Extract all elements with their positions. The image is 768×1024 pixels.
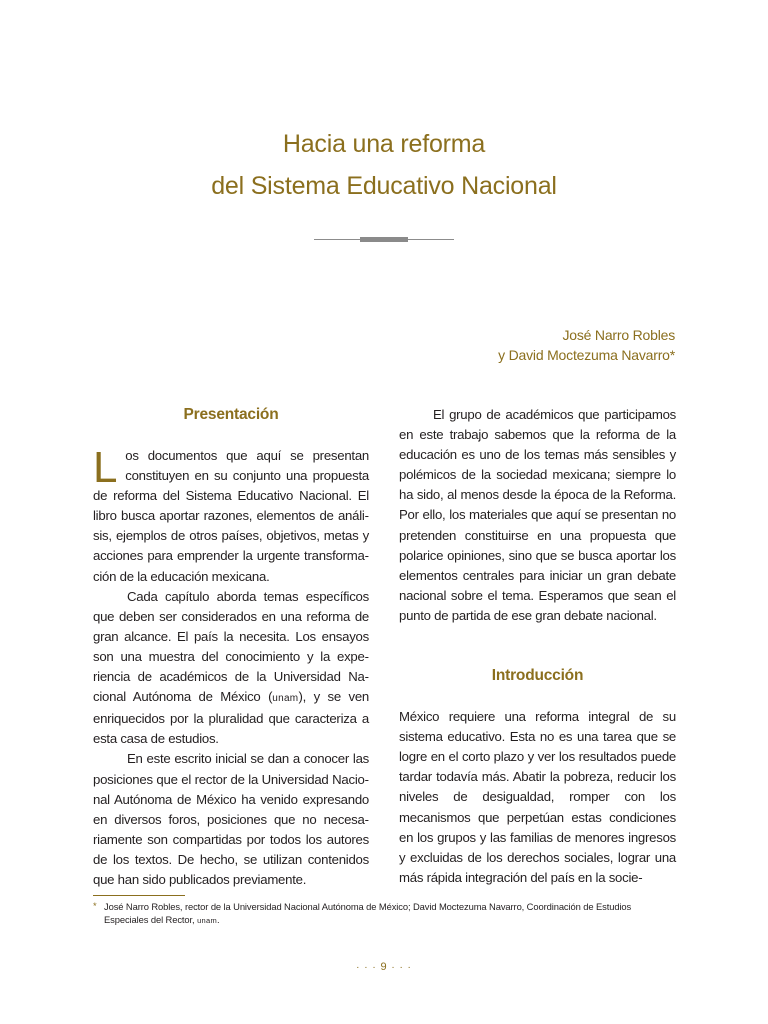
footnote [93, 900, 676, 927]
left-column [93, 405, 369, 890]
title-ornament-divider [314, 237, 454, 243]
page-number-value: 9 [380, 961, 388, 973]
title-line-2: del Sistema Educativo Nacional [211, 172, 557, 200]
footnote-line-1: José Narro Robles, rector de la Universidad Nacional Autónoma de México; David Moctezuma Navarro, Coordinación de Estudios [104, 901, 632, 912]
page-dots-right: · · · [391, 962, 412, 973]
footnote-text: . [217, 914, 220, 925]
author-line-1: José Narro Robles [562, 327, 675, 343]
unam-abbreviation: unam [197, 916, 218, 925]
page-dots-left: · · · [356, 962, 377, 973]
footnote-line-2 [93, 913, 676, 927]
unam-abbreviation: unam [272, 693, 299, 705]
paragraph-text: Cada capítulo aborda temas específicos que deben ser considerados en una reforma de gran alcance. El país la necesita. Los ensayos son una muestra del conocimiento y la experiencia de académicos de la Universidad Nacional Autónoma de México ( [93, 588, 369, 705]
section-heading-introduccion: Introducción [491, 667, 584, 685]
paragraph [93, 443, 369, 587]
drop-cap: L [93, 443, 118, 492]
section-heading-presentacion: Presentación [183, 406, 279, 423]
right-column [399, 405, 676, 888]
footnote-mark: * [93, 900, 97, 911]
paragraph: México requiere una reforma integral de su sistema educativo. Esta no es una tarea que se logre en el corto plazo y ver los resultados puede tardar todavía más. Abatir la pobreza, reducir los niveles de desigualdad, romper con los mecanismos que perpetúan estas condiciones en los grupos y las familias de menores ingresos y excluidas de los derechos sociales, lograr una más rápida integración del país en la socie- [399, 709, 676, 885]
paragraph-text: ), y se ven enriquecidos por la pluralidad que caracteriza a esta casa de estudios. [93, 689, 369, 747]
author-line-2: y David Moctezuma Navarro* [498, 347, 675, 363]
footnote-text: Especiales del Rector, [104, 914, 198, 925]
paragraph: En este escrito inicial se dan a conocer las posiciones que el rector de la Universidad Nacional Autónoma de México ha venido expresando en diversos foros, posiciones que no necesariamente son compartidas por todos los autores de los textos. De hecho, se utilizan contenidos que han sido publicados previamente. [93, 751, 369, 887]
paragraph-text: os documentos que aquí se presentan constituyen en su conjunto una propuesta de reforma del Sistema Educativo Nacional. El libro busca aportar razones, elementos de análisis, ejemplos de otros países, objetivos, metas y acciones para emprender la urgente transformación de la educación mexicana. [93, 448, 369, 584]
paragraph: El grupo de académicos que participamos en este trabajo sabemos que la reforma de la educación es uno de los temas más sensibles y polémicos de la sociedad mexicana; siempre lo ha sido, al menos desde la época de la Reforma. Por ello, los materiales que aquí se presentan no pretenden constituirse en una propuesta que polarice opiniones, sino que se busca aportar los elementos centrales para iniciar un gran debate nacional sobre el tema. Esperamos que sean el punto de partida de ese gran debate nacional. [399, 407, 676, 623]
page-number [0, 961, 768, 973]
author-byline [498, 325, 675, 365]
chapter-title [0, 123, 768, 207]
title-line-1: Hacia una reforma [282, 130, 486, 158]
ornament-bar [360, 237, 408, 242]
footnote-rule [93, 895, 185, 896]
paragraph [93, 587, 369, 750]
